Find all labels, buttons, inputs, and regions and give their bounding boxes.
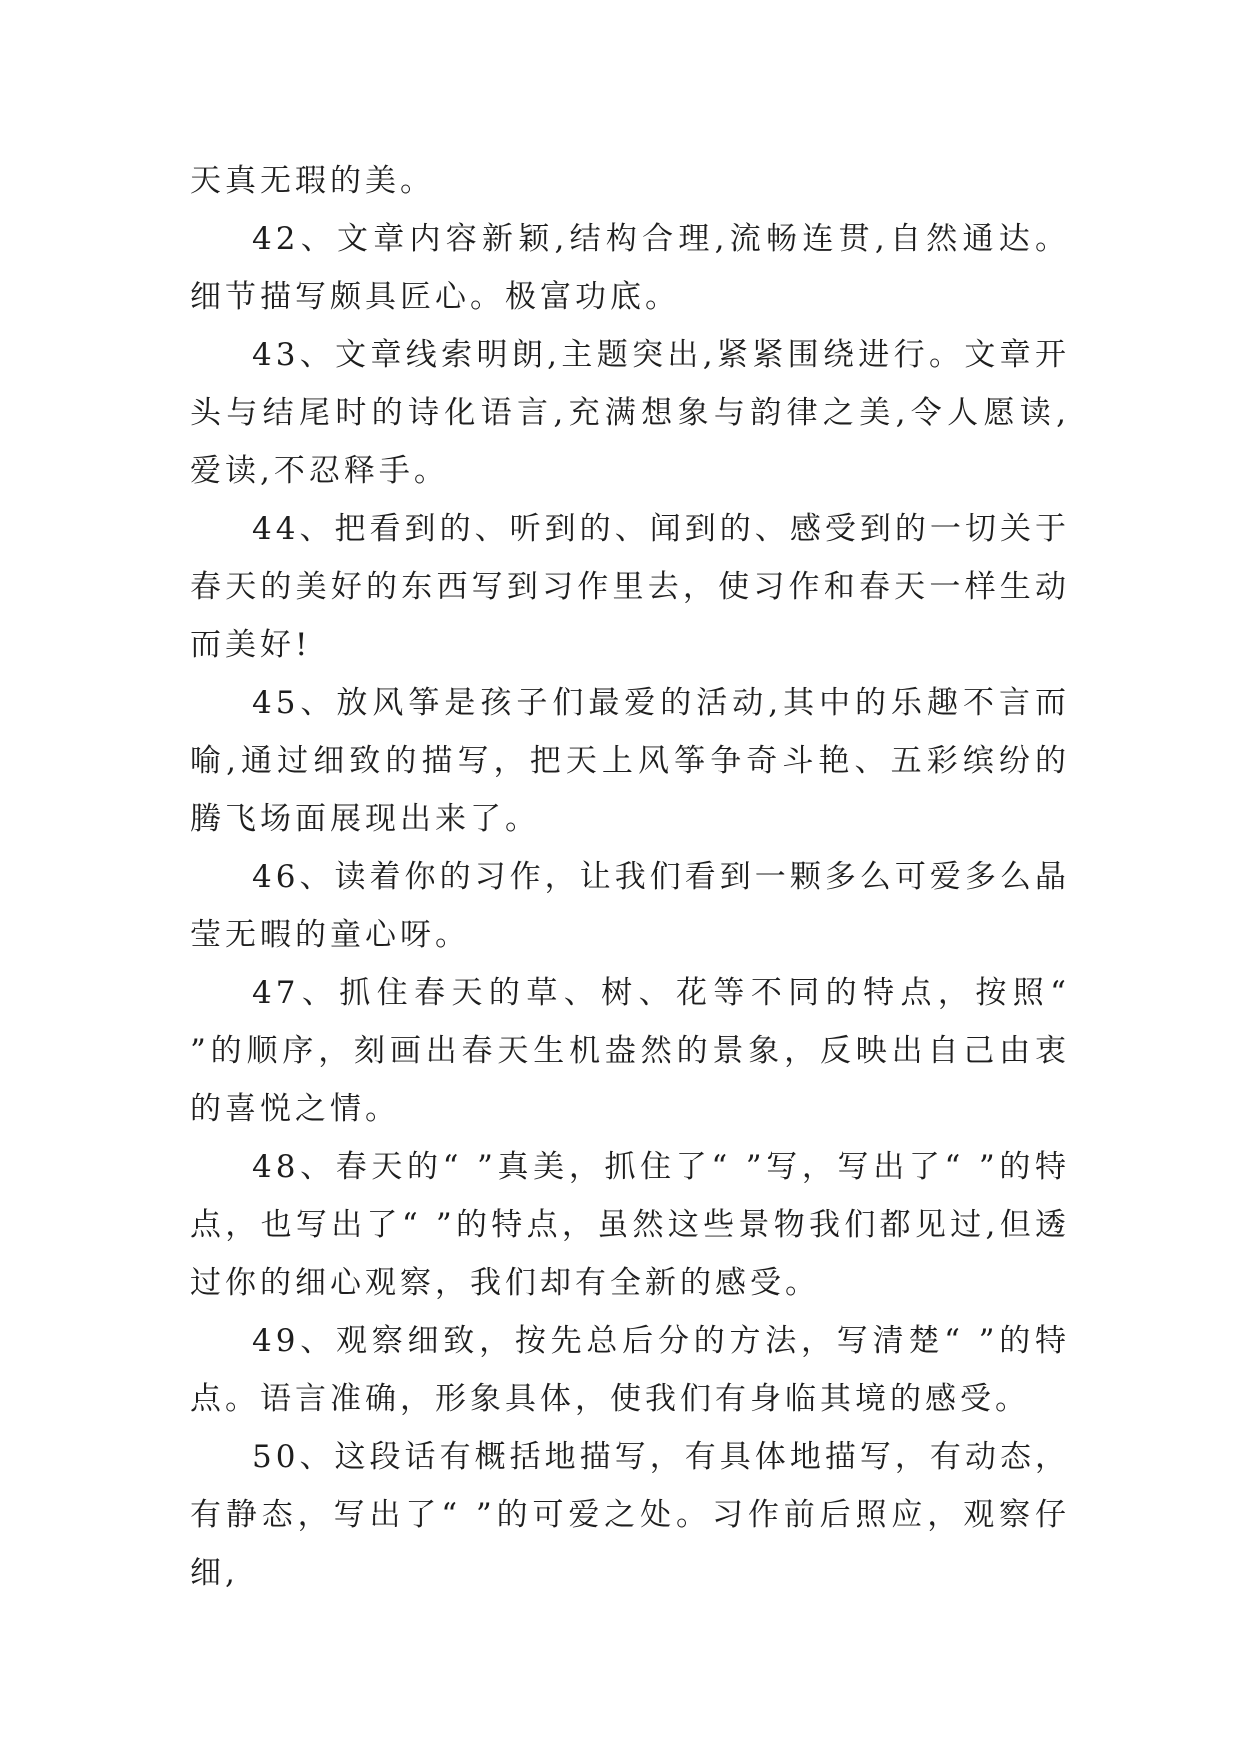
paragraph-43: 43、文章线索明朗,主题突出,紧紧围绕进行。文章开头与结尾时的诗化语言,充满想象与韵律之美,令人愿读,爱读,不忍释手。 (190, 337, 1070, 489)
paragraph-46: 46、读着你的习作，让我们看到一颗多么可爱多么晶莹无暇的童心呀。 (190, 859, 1070, 953)
paragraph-47: 47、抓住春天的草、树、花等不同的特点，按照“ ”的顺序，刻画出春天生机盎然的景象，反映出自己由衷的喜悦之情。 (190, 975, 1070, 1127)
paragraph-50: 50、这段话有概括地描写，有具体地描写，有动态，有静态，写出了“ ”的可爱之处。习作前后照应，观察仔细, (190, 1439, 1070, 1591)
paragraph-49: 49、观察细致，按先总后分的方法，写清楚“ ”的特点。语言准确，形象具体，使我们有身临其境的感受。 (190, 1323, 1070, 1417)
document-body (190, 152, 1070, 1602)
paragraph-42: 42、文章内容新颖,结构合理,流畅连贯,自然通达。细节描写颇具匠心。极富功底。 (190, 221, 1070, 315)
paragraph-48: 48、春天的“ ”真美，抓住了“ ”写，写出了“ ”的特点，也写出了“ ”的特点，虽然这些景物我们都见过,但透过你的细心观察，我们却有全新的感受。 (190, 1149, 1070, 1301)
paragraph-continuation: 天真无瑕的美。 (190, 163, 435, 199)
paragraph-44: 44、把看到的、听到的、闻到的、感受到的一切关于春天的美好的东西写到习作里去，使习作和春天一样生动而美好! (190, 511, 1070, 663)
paragraph-45: 45、放风筝是孩子们最爱的活动,其中的乐趣不言而喻,通过细致的描写，把天上风筝争奇斗艳、五彩缤纷的腾飞场面展现出来了。 (190, 685, 1070, 837)
